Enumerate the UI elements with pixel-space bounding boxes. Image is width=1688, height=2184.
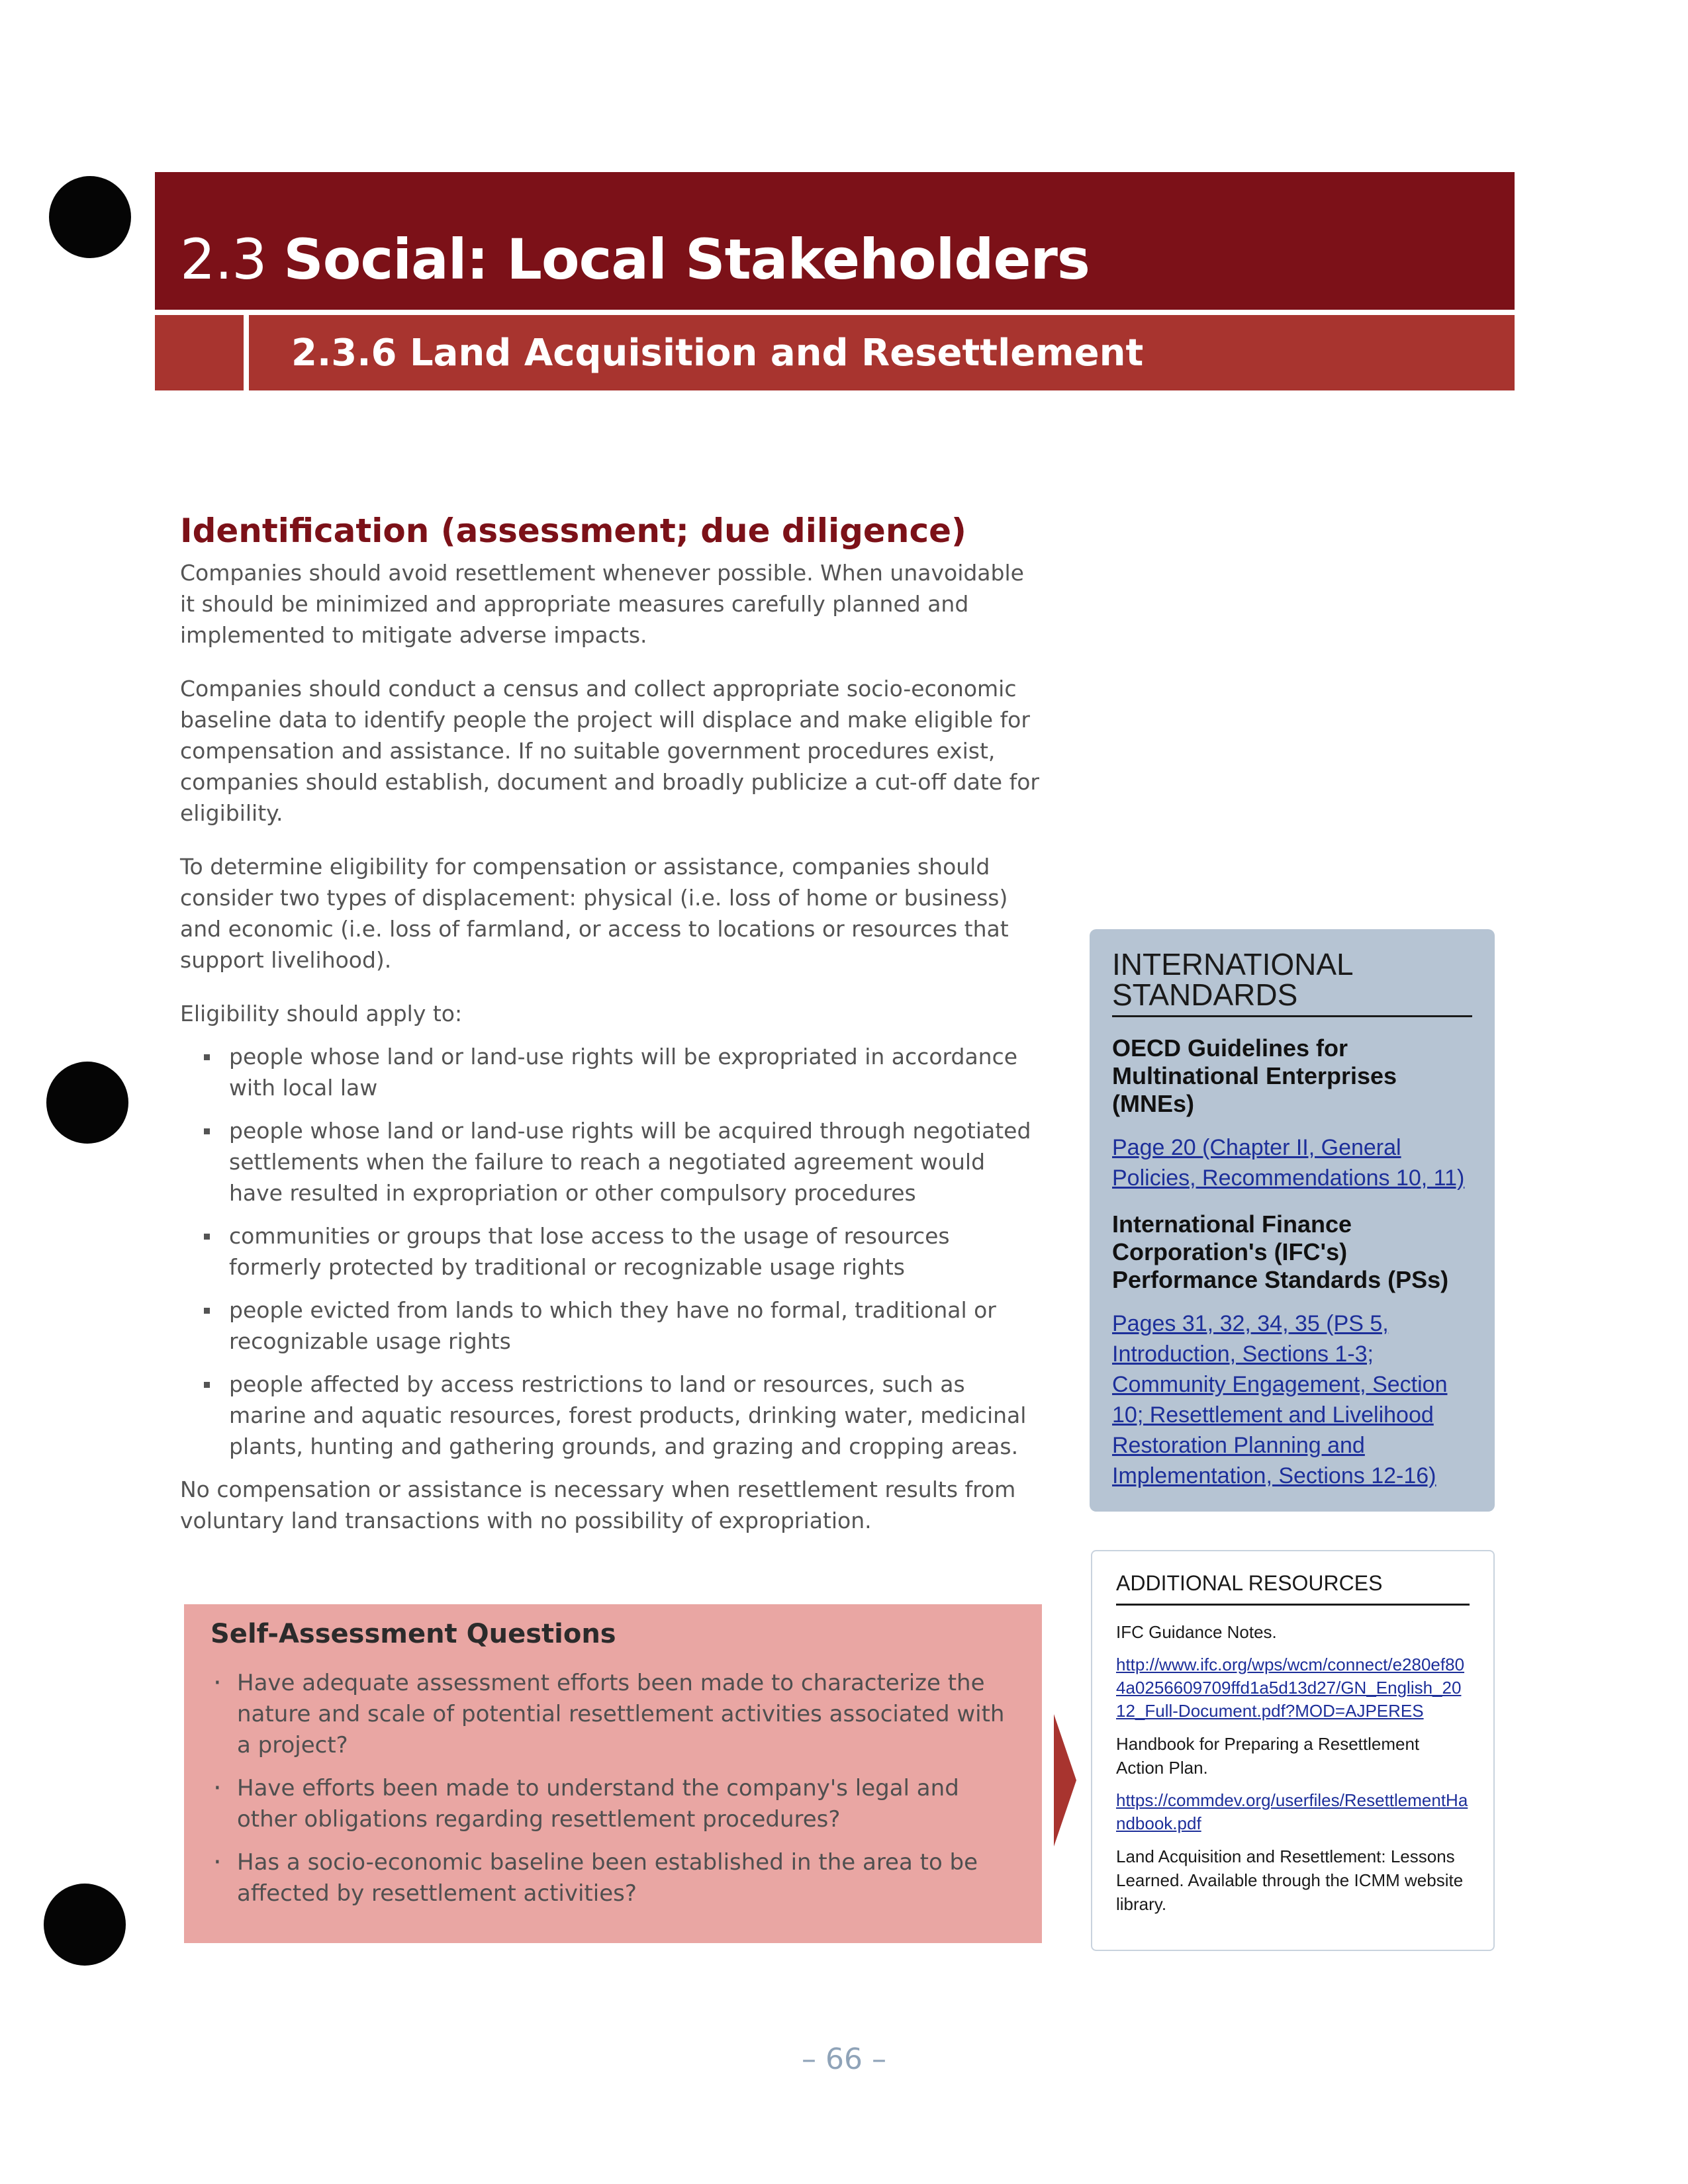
resource-text: Handbook for Preparing a Resettlement Action Plan. <box>1116 1734 1420 1778</box>
punch-hole-top <box>49 176 131 258</box>
list-item: communities or groups that lose access to the usage of resources formerly protected by traditional or recognizable usage rights <box>229 1220 1041 1283</box>
subsection-divider <box>244 315 249 390</box>
closing-paragraph: No compensation or assistance is necessary when resettlement results from voluntary land transactions with no possibility of expropriation. <box>180 1477 1016 1533</box>
list-item: people whose land or land-use rights will be expropriated in accordance with local law <box>229 1041 1041 1103</box>
paragraph: Companies should avoid resettlement whenever possible. When unavoidable it should be minimized and appropriate measures carefully planned and implemented to mitigate adverse impacts. <box>180 560 1024 648</box>
oecd-title: OECD Guidelines for Multinational Enterprises (MNEs) <box>1112 1034 1397 1117</box>
resources-heading: ADDITIONAL RESOURCES <box>1116 1571 1470 1606</box>
list-item: people affected by access restrictions to land or resources, such as marine and aquatic resources, forest products, drinking water, medicinal plants, hunting and gathering grounds, and grazing and cropping areas. <box>229 1369 1041 1462</box>
self-assessment-title: Self-Assessment Questions <box>211 1619 616 1649</box>
main-content <box>180 510 1041 1559</box>
standards-heading: INTERNATIONAL STANDARDS <box>1112 949 1472 1017</box>
oecd-link[interactable]: Page 20 (Chapter II, General Policies, Recommendations 10, 11) <box>1112 1135 1465 1191</box>
resource-link[interactable]: https://commdev.org/userfiles/ResettlementHandbook.pdf <box>1116 1790 1468 1833</box>
page-number: – 66 – <box>802 2042 886 2076</box>
subsection-title: 2.3.6 Land Acquisition and Resettlement <box>291 332 1144 375</box>
list-item: people whose land or land-use rights will be acquired through negotiated settlements when the failure to reach a negotiated agreement would have resulted in expropriation or other compulsory procedures <box>229 1115 1041 1208</box>
question-item: · Have adequate assessment efforts been made to characterize the nature and scale of potential resettlement activities associated with a project? <box>237 1668 1015 1761</box>
international-standards-box <box>1090 929 1495 1512</box>
eligibility-intro: Eligibility should apply to: <box>180 1001 463 1026</box>
question-item: · Has a socio-economic baseline been established in the area to be affected by resettlement activities? <box>237 1847 1015 1909</box>
paragraph: To determine eligibility for compensation or assistance, companies should consider two types of displacement: physical (i.e. loss of home or business) and economic (i.e. loss of farmland, or access to locations or resources that support livelihood). <box>180 854 1009 973</box>
resource-text: Land Acquisition and Resettlement: Lessons Learned. Available through the ICMM website library. <box>1116 1846 1464 1914</box>
paragraph: Companies should conduct a census and collect appropriate socio-economic baseline data to identify people the project will displace and make eligible for compensation and assistance. If no suitable government procedures exist, companies should establish, document and broadly publicize a cut-off date for eligibility. <box>180 676 1039 826</box>
eligibility-list <box>180 1041 1041 1462</box>
ifc-link[interactable]: Pages 31, 32, 34, 35 (PS 5, Introduction, Sections 1-3; Community Engagement, Section 10; Resettlement and Livelihood Restoration Planning and Implementation, Sections 12-16) <box>1112 1311 1448 1488</box>
section-number: 2.3 <box>180 227 267 292</box>
punch-hole-bottom <box>44 1884 126 1966</box>
punch-hole-middle <box>46 1062 128 1144</box>
resource-link[interactable]: http://www.ifc.org/wps/wcm/connect/e280ef804a0256609709ffd1a5d13d27/GN_English_2012_Full-Document.pdf?MOD=AJPERES <box>1116 1655 1465 1721</box>
additional-resources-box <box>1091 1550 1495 1951</box>
pointer-arrow-icon <box>1054 1714 1076 1846</box>
list-item: people evicted from lands to which they have no formal, traditional or recognizable usage rights <box>229 1295 1041 1357</box>
section-name: Social: Local Stakeholders <box>283 227 1090 292</box>
resource-text: IFC Guidance Notes. <box>1116 1622 1277 1642</box>
question-item: · Have efforts been made to understand the company's legal and other obligations regarding resettlement procedures? <box>237 1773 1015 1835</box>
identification-heading: Identification (assessment; due diligence) <box>180 512 966 550</box>
self-assessment-list <box>211 1668 1015 1909</box>
section-title <box>180 227 1090 292</box>
ifc-title: International Finance Corporation's (IFC's) Performance Standards (PSs) <box>1112 1210 1449 1293</box>
self-assessment-box <box>184 1604 1042 1943</box>
